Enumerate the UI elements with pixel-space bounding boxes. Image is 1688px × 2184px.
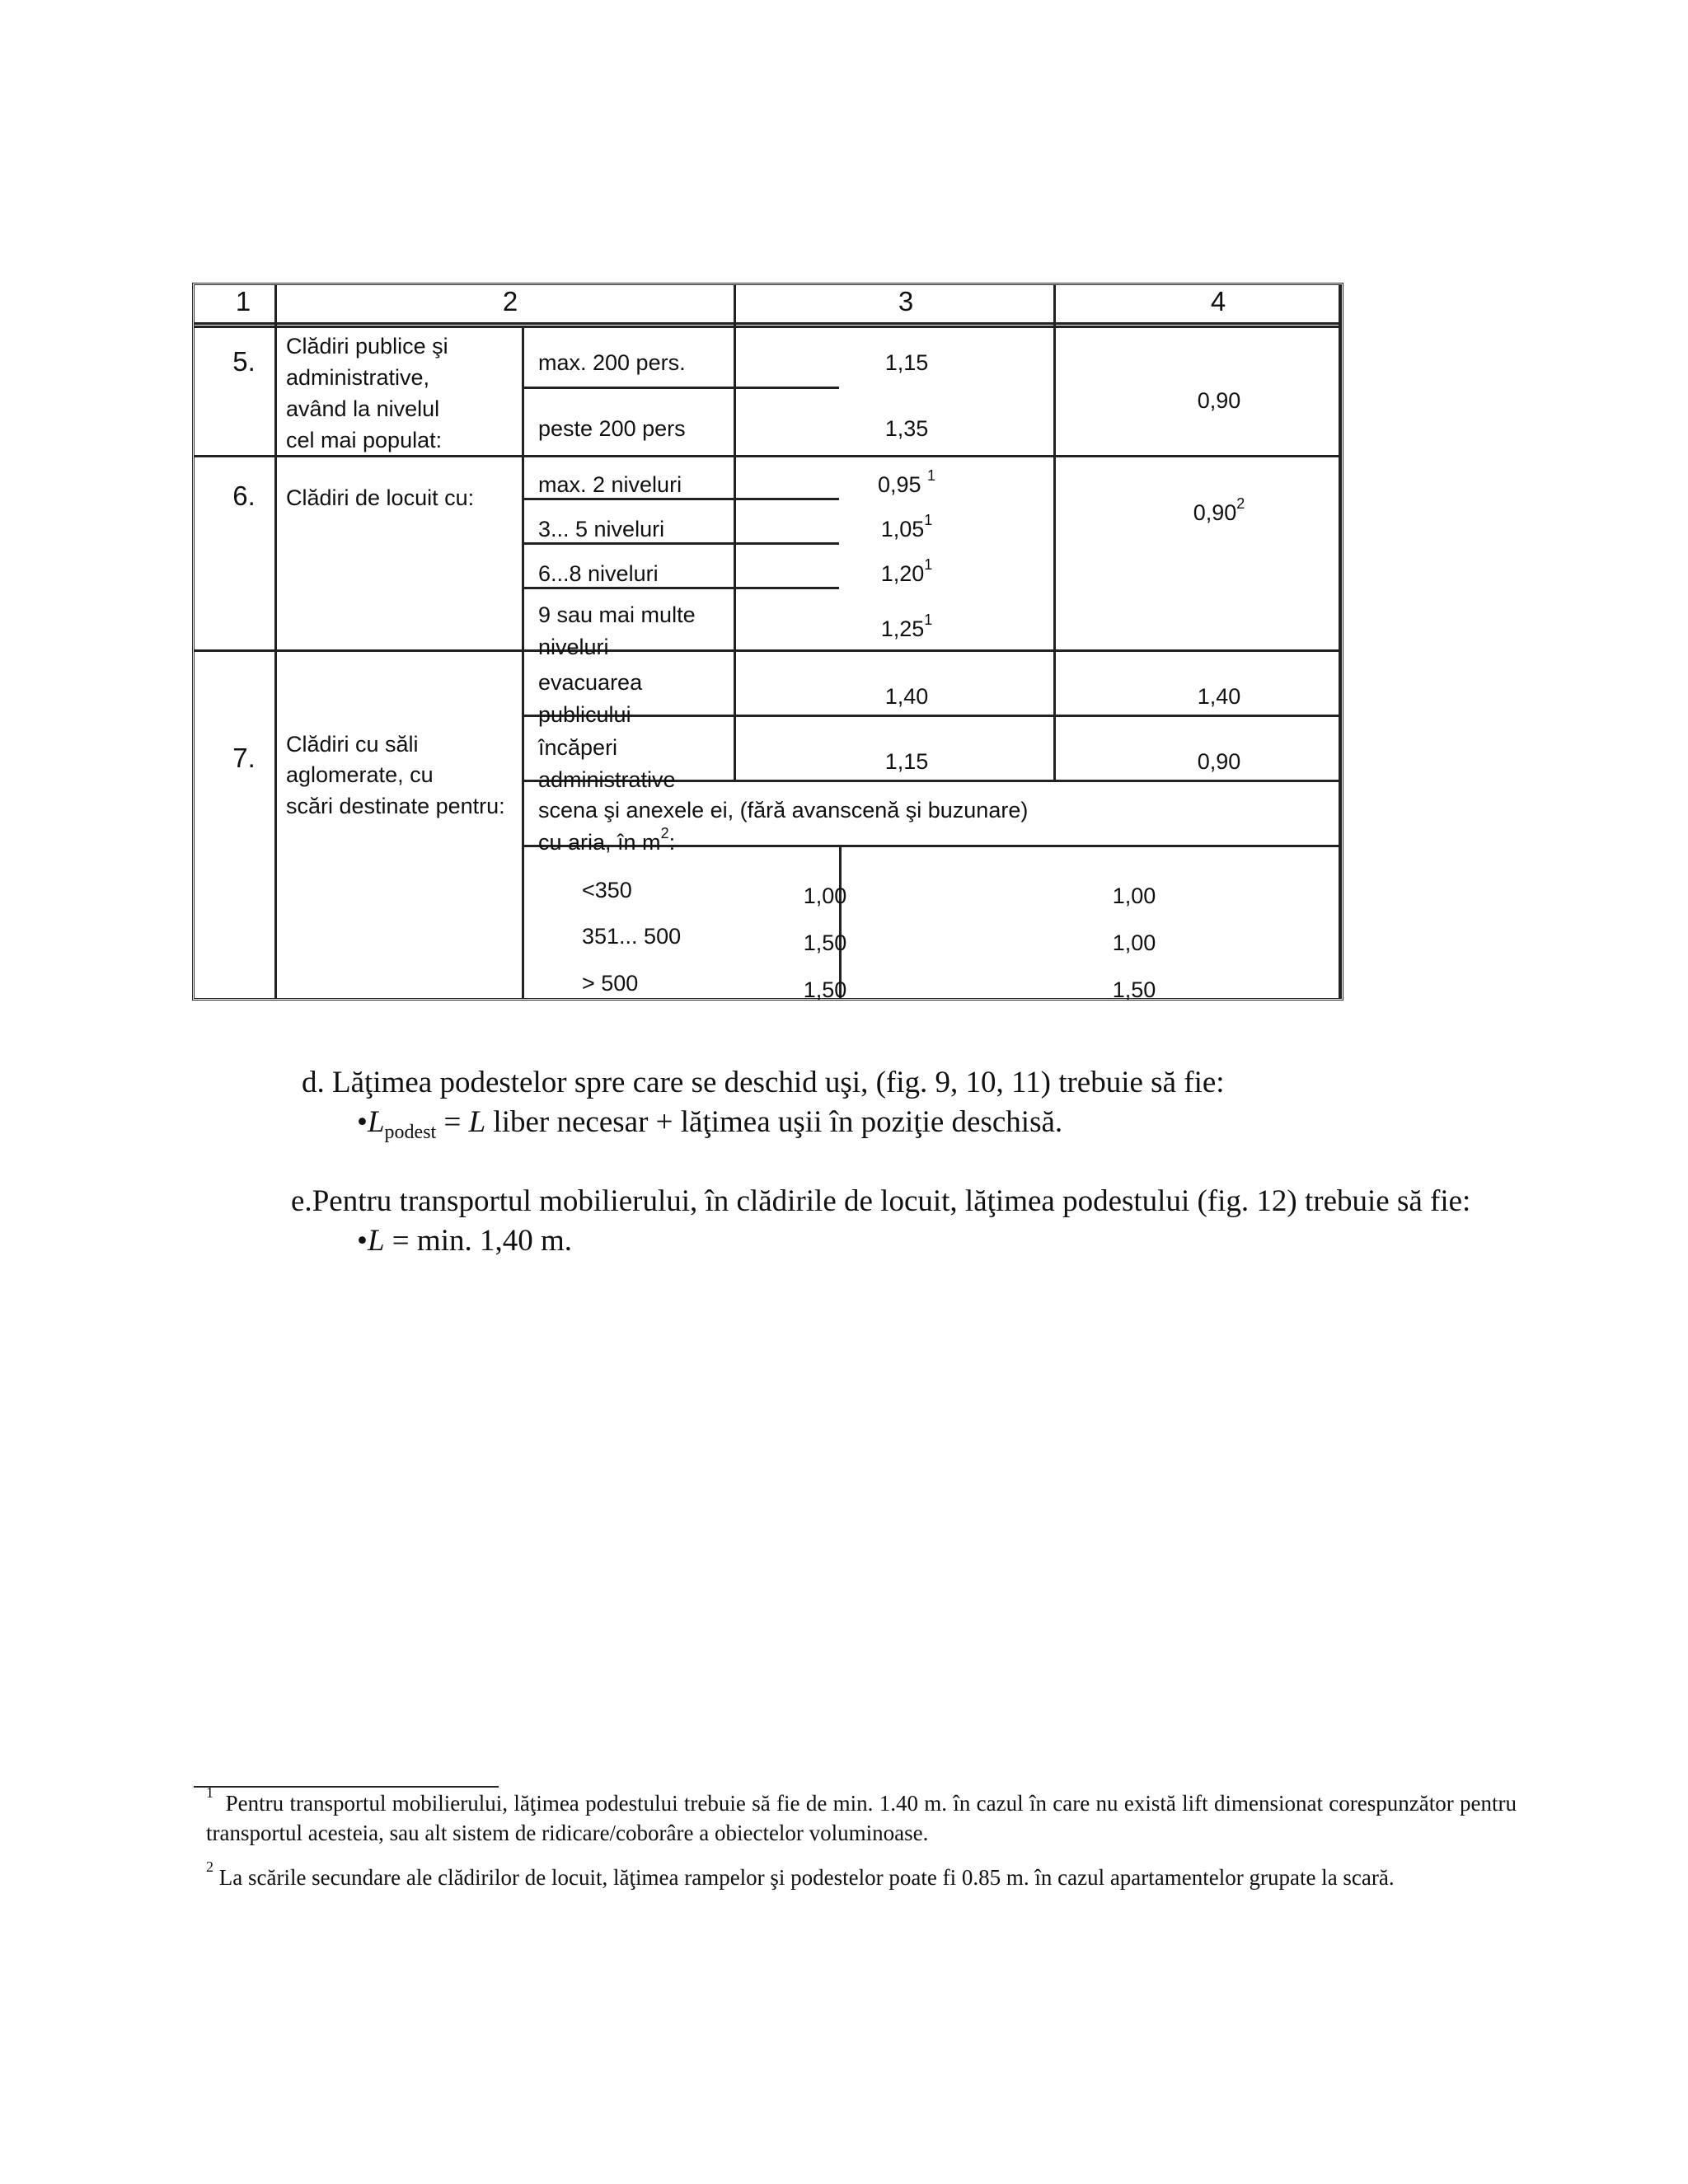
row7-sub2-col4: 0,90 (1197, 749, 1241, 774)
row7-area1-col3: 1,00 (803, 883, 847, 908)
header-col3: 3 (898, 286, 914, 316)
footnote-2: $^2$ La scările secundare ale clădirilor de locuit, lăţimea rampelor şi podestelor poate fi 0.85 m. în cazul apartamentelor grupate la scară. (206, 1858, 1395, 1890)
row6-sub1-label: max. 2 niveluri (538, 472, 682, 497)
row7-sub2-label-line2: administrative (538, 767, 676, 792)
row7-area3-label: > 500 (582, 971, 639, 996)
row7-area2-col3: 1,50 (803, 930, 847, 955)
row5-sub1-col3: 1,15 (884, 350, 929, 375)
row5-category-line1: Clădiri publice şi (286, 334, 448, 359)
row7-sub1-label-line1: evacuarea (538, 670, 643, 695)
row6-sub4-label-line2: niveluri (538, 635, 609, 659)
row7-area2-label: 351... 500 (582, 924, 682, 949)
row7-category-line2: aglomerate, cu (286, 762, 434, 787)
row7-area1-label: <350 (582, 878, 632, 902)
row7-sub1-col3: 1,40 (884, 684, 929, 709)
row7-number: 7. (232, 743, 256, 773)
paragraph-e: e.Pentru transportul mobilierului, în clădirile de locuit, lăţimea podestului (fig. 12) trebuie să fie: (291, 1184, 1471, 1218)
row7-stage-line1: scena şi anexele ei, (fără avanscenă şi buzunare) (538, 798, 1029, 823)
paragraph-d: d. Lăţimea podestelor spre care se deschid uşi, (fig. 9, 10, 11) trebuie să fie: (302, 1066, 1225, 1099)
row7-category-line3: scări destinate pentru: (286, 794, 505, 818)
row6-sub4-label-line1: 9 sau mai multe (538, 602, 696, 627)
header-col4: 4 (1210, 286, 1226, 316)
row6-category: Clădiri de locuit cu: (286, 485, 475, 510)
paragraph-e-formula: •L = min. 1,40 m. (357, 1224, 573, 1258)
footnote-separator (194, 1786, 499, 1788)
footnote-1: $^1$ Pentru transportul mobilierului, lăţimea podestului trebuie să fie de min. 1.40 m. în cazul în care nu există lift dimensionat corespunzător pentru transportul acesteia, sau alt sistem de ridicare/coborâre a obiectelor voluminoase. (206, 1784, 1517, 1845)
row5-category-line4: cel mai populat: (286, 428, 443, 452)
row6-number: 6. (232, 480, 256, 511)
row6-sub3-col3: 1,20$^1$ (880, 556, 933, 586)
footnote-ref-1: 1 (924, 512, 933, 528)
row5-sub2-label: peste 200 pers (538, 416, 686, 441)
row7-area3-col3: 1,50 (803, 977, 847, 1002)
row7-sub2-label-line1: încăperi (538, 735, 618, 760)
footnote-ref-1: 1 (927, 467, 936, 484)
row7-sub1-col4: 1,40 (1197, 684, 1241, 709)
paragraph-d-formula: $•L_{podest} = L$ liber necesar + lăţimea uşii în poziţie deschisă. (357, 1105, 1063, 1143)
row6-sub3-label: 6...8 niveluri (538, 561, 659, 586)
row7-area2-col4: 1,00 (1112, 930, 1156, 955)
row6-sub4-col3: 1,25$^1$ (880, 612, 933, 641)
header-col1: 1 (235, 286, 251, 316)
row5-sub2-col3: 1,35 (884, 416, 929, 441)
row5-category-line2: administrative, (286, 365, 430, 390)
row6-sub2-col3: 1,05$^1$ (880, 512, 933, 541)
footnote-ref-1: 1 (924, 612, 933, 628)
row7-area3-col4: 1,50 (1112, 977, 1156, 1002)
row5-number: 5. (232, 346, 256, 377)
row7-area1-col4: 1,00 (1112, 883, 1156, 908)
row6-sub2-label: 3... 5 niveluri (538, 517, 665, 541)
row6-sub1-col3: 0,95 $^1$ (877, 467, 936, 497)
header-col2: 2 (502, 286, 518, 316)
row7-sub2-col3: 1,15 (884, 749, 929, 774)
row7-sub1-label-line2: publicului (538, 702, 631, 727)
row5-category-line3: având la nivelul (286, 396, 440, 421)
row7-stage-line2: cu aria, în $m^2$: (538, 825, 676, 855)
footnote-ref-2: 2 (1236, 495, 1245, 512)
row7-category-line1: Clădiri cu săli (286, 732, 419, 757)
row5-sub1-label: max. 200 pers. (538, 350, 686, 375)
footnote-ref-1: 1 (924, 556, 933, 573)
row5-col4: 0,90 (1197, 388, 1241, 413)
row6-col4: 0,90$^2$ (1193, 495, 1245, 525)
